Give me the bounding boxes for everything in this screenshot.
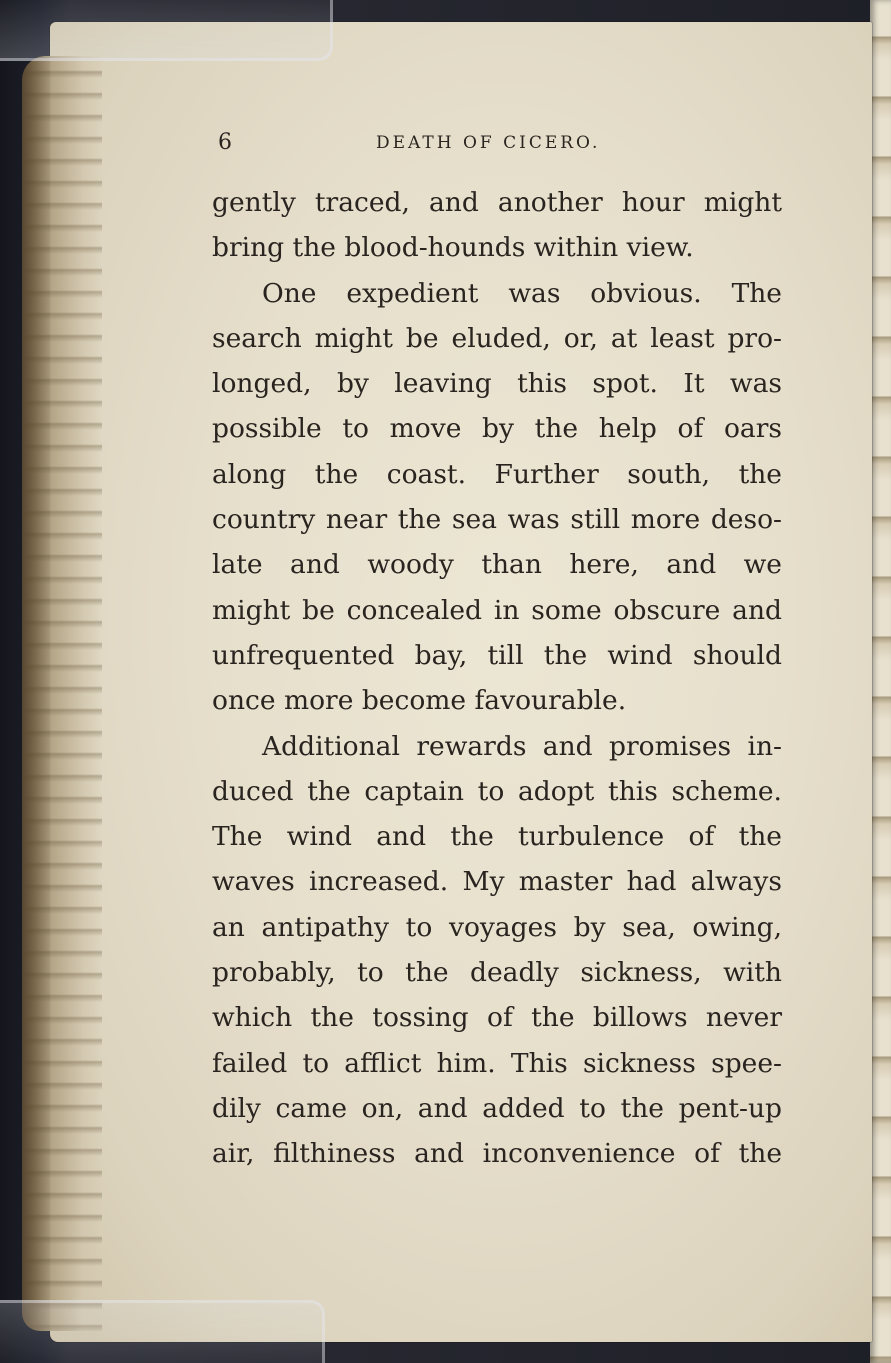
text-line: probably, to the deadly sickness, with (212, 957, 782, 989)
text-line: duced the captain to adopt this scheme. (212, 775, 782, 807)
page-number: 6 (218, 130, 232, 155)
adjacent-page-edge (870, 0, 891, 1363)
text-line: failed to afflict him. This sickness spee- (212, 1047, 782, 1079)
bottom-page-clip (0, 1300, 325, 1363)
text-line: gently traced, and another hour might (212, 187, 782, 218)
text-line: Additional rewards and promises in- (262, 730, 782, 762)
text-line: longed, by leaving this spot. It was (212, 368, 782, 400)
text-line: search might be eluded, or, at least pro- (212, 322, 782, 354)
text-line: bring the blood-hounds within view. (212, 232, 694, 264)
text-line: possible to move by the help of oars (212, 413, 782, 445)
text-line: dily came on, and added to the pent-up (212, 1092, 782, 1124)
text-line: waves increased. My master had always (212, 866, 782, 898)
text-line: unfrequented bay, till the wind should (212, 639, 782, 671)
text-line: One expedient was obvious. The (262, 277, 782, 309)
running-title: DEATH OF CICERO. (376, 133, 601, 153)
text-line: once more become favourable. (212, 685, 627, 717)
text-line: which the tossing of the billows never (212, 1002, 782, 1034)
text-line: The wind and the turbulence of the (212, 821, 782, 853)
text-line: along the coast. Further south, the (212, 458, 782, 490)
top-page-clip (0, 0, 333, 61)
worn-page-edge (22, 56, 102, 1331)
text-line: late and woody than here, and we (212, 549, 782, 581)
text-line: air, filthiness and inconvenience of the (212, 1138, 782, 1170)
text-line: an antipathy to voyages by sea, owing, (212, 911, 782, 943)
body-text (212, 180, 782, 1177)
text-line: country near the sea was still more deso- (212, 504, 782, 536)
running-head (218, 130, 778, 160)
text-line: might be concealed in some obscure and (212, 594, 782, 626)
